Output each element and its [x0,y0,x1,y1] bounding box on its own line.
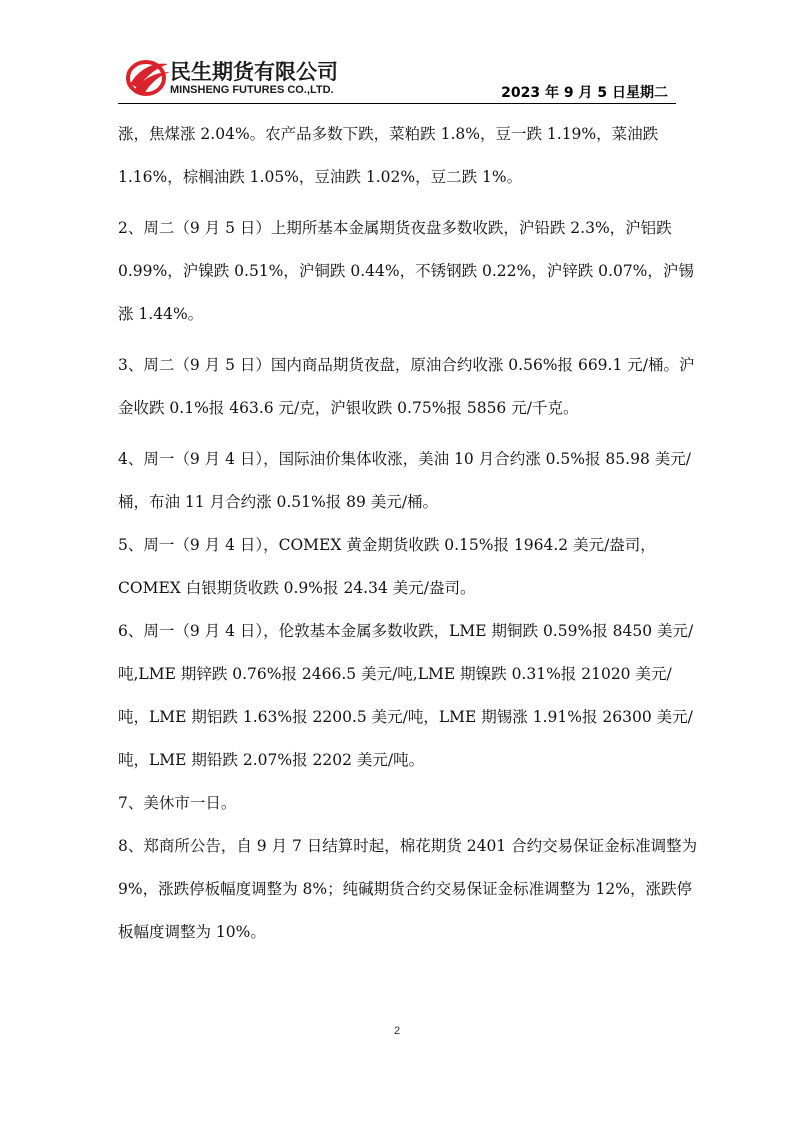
page-number: 2 [393,1025,401,1037]
paragraph-item-4: 4、周一（9 月 4 日），国际油价集体收涨，美油 10 月合约涨 0.5%报 85.98 美元/桶，布油 11 月合约涨 0.51%报 89 美元/桶。 [118,450,691,511]
paragraph-item-3: 3、周二（9 月 5 日）国内商品期货夜盘，原油合约收涨 0.56%报 669.1 元/桶。沪金收跌 0.1%报 463.6 元/克，沪银收跌 0.75%报 5856 元/千克。 [118,356,695,417]
paragraph-item-2: 2、周二（9 月 5 日）上期所基本金属期货夜盘多数收跌，沪铅跌 2.3%，沪铝跌 0.99%，沪镍跌 0.51%，沪铜跌 0.44%，不锈钢跌 0.22%，沪锌跌 0.07%，沪锡涨 1.44%。 [118,219,694,323]
header-divider [118,103,676,104]
report-date: 2023 年 9 月 5 日星期二 [501,85,668,101]
paragraph-item-8: 8、郑商所公告，自 9 月 7 日结算时起，棉花期货 2401 合约交易保证金标准调整为 9%，涨跌停板幅度调整为 8%；纯碱期货合约交易保证金标准调整为 12%，涨跌停板幅度调整为 10%。 [118,837,703,941]
company-name-en: MINSHENG FUTURES CO.,LTD. [170,84,334,96]
paragraph-continuation: 涨，焦煤涨 2.04%。农产品多数下跌，菜粕跌 1.8%，豆一跌 1.19%，菜油跌 1.16%，棕榈油跌 1.05%，豆油跌 1.02%，豆二跌 1%。 [118,125,664,186]
paragraph-item-6: 6、周一（9 月 4 日），伦敦基本金属多数收跌，LME 期铜跌 0.59%报 8450 美元/吨,LME 期锌跌 0.76%报 2466.5 美元/吨,LME 期镍跌 0.31%报 21020 美元/吨，LME 期铝跌 1.63%报 2200.5 美元/吨，LME 期锡涨 1.91%报 26300 美元/吨，LME 期铅跌 2.07%报 2202 美元/吨。 [118,622,694,769]
minsheng-logo-icon [124,54,172,98]
document-body [118,113,703,954]
page-header [118,52,676,104]
paragraph-item-5: 5、周一（9 月 4 日），COMEX 黄金期货收跌 0.15%报 1964.2 美元/盎司，COMEX 白银期货收跌 0.9%报 24.34 美元/盎司。 [118,536,656,597]
paragraph-item-7: 7、美休市一日。 [118,794,237,812]
company-name-cn: 民生期货有限公司 [170,60,338,84]
